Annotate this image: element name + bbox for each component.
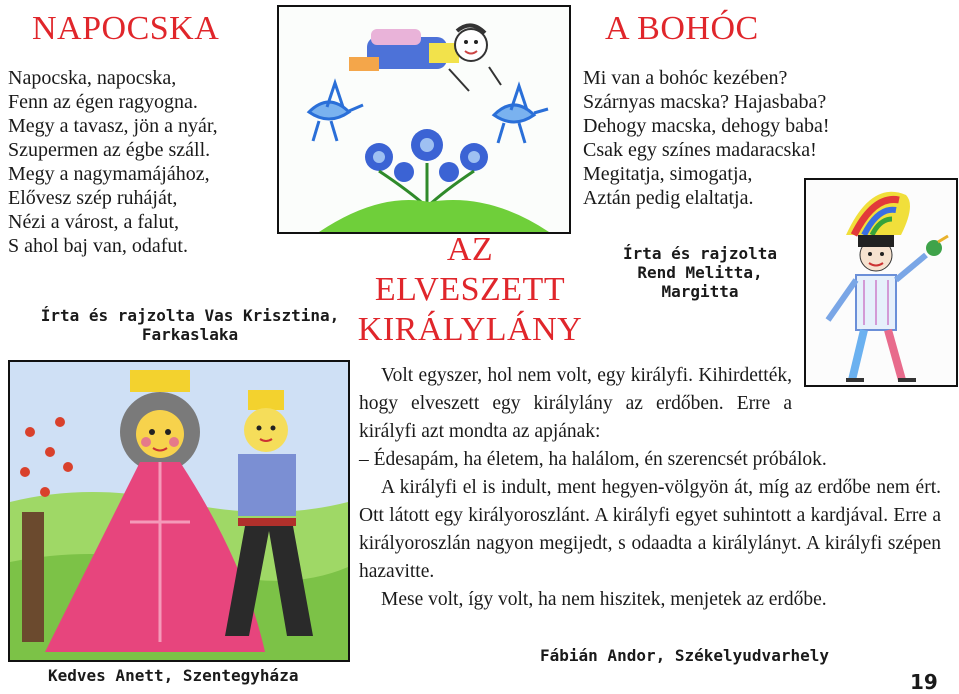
story-paragraph: Mese volt, így volt, ha nem hiszitek, menjetek az erdőbe.	[381, 589, 827, 610]
kiralylany-title	[340, 230, 600, 350]
bohoc-credit	[615, 244, 785, 301]
poem-line: Szupermen az égbe száll.	[8, 139, 211, 161]
poem-line: Dehogy macska, dehogy baba!	[583, 115, 830, 137]
poem-line: Megy a nagymamájához,	[8, 163, 210, 185]
prince-princess-drawing	[8, 360, 350, 662]
credit-line: Rend Melitta,	[637, 263, 763, 282]
story-paragraph: – Édesapám, ha életem, ha halálom, én szerencsét próbálok.	[359, 449, 827, 470]
poem-line: Fenn az égen ragyogna.	[8, 91, 198, 113]
prince-princess-illustration	[10, 362, 348, 660]
credit-line: Írta és rajzolta	[622, 244, 778, 263]
bohoc-title: A BOHÓC	[605, 10, 759, 47]
sky-drawing	[277, 5, 571, 234]
clown-illustration	[806, 180, 956, 385]
page-number: 19	[910, 670, 938, 694]
credit-line: Farkaslaka	[141, 325, 239, 344]
sky-drawing-illustration	[279, 7, 569, 232]
poem-line: Elővesz szép ruháját,	[8, 187, 178, 209]
poem-line: Csak egy színes madaracska!	[583, 139, 817, 161]
drawing-caption: Kedves Anett, Szentegyháza	[48, 666, 299, 685]
title-line: KIRÁLYLÁNY	[357, 311, 583, 348]
title-line: ELVESZETT	[374, 271, 566, 308]
poem-line: Megitatja, simogatja,	[583, 163, 753, 185]
napocska-poem	[8, 66, 283, 258]
credit-line: Írta és rajzolta Vas Krisztina,	[40, 306, 340, 325]
poem-line: Nézi a várost, a falut,	[8, 211, 180, 233]
kiralylany-credit: Fábián Andor, Székelyudvarhely	[540, 646, 829, 665]
napocska-credit	[40, 306, 340, 344]
napocska-title: NAPOCSKA	[32, 10, 220, 47]
story-paragraph: A királyfi el is indult, ment hegyen-völgyön át, míg az erdőbe nem ért. Ott látott egy királyoroszlánt. A királyfi egyet suhintott a kardjával. Erre a királyoroszlán nagyon megijedt, s odaadta a királylányt. A királyfi szépen hazavitte.	[359, 477, 941, 582]
clown-drawing	[804, 178, 958, 387]
title-line: AZ	[446, 231, 494, 268]
kiralylany-story	[359, 362, 941, 614]
poem-line: Napocska, napocska,	[8, 67, 177, 89]
story-paragraph: Volt egyszer, hol nem volt, egy királyfi. Kihirdették, hogy elveszett egy királylány az erdőben. Erre a királyfi azt mondta az apjának:	[359, 365, 792, 442]
poem-line: Mi van a bohóc kezében?	[583, 67, 788, 89]
credit-line: Margitta	[661, 282, 739, 301]
poem-line: S ahol baj van, odafut.	[8, 235, 188, 257]
poem-line: Megy a tavasz, jön a nyár,	[8, 115, 218, 137]
poem-line: Szárnyas macska? Hajasbaba?	[583, 91, 827, 113]
poem-line: Aztán pedig elaltatja.	[583, 187, 754, 209]
